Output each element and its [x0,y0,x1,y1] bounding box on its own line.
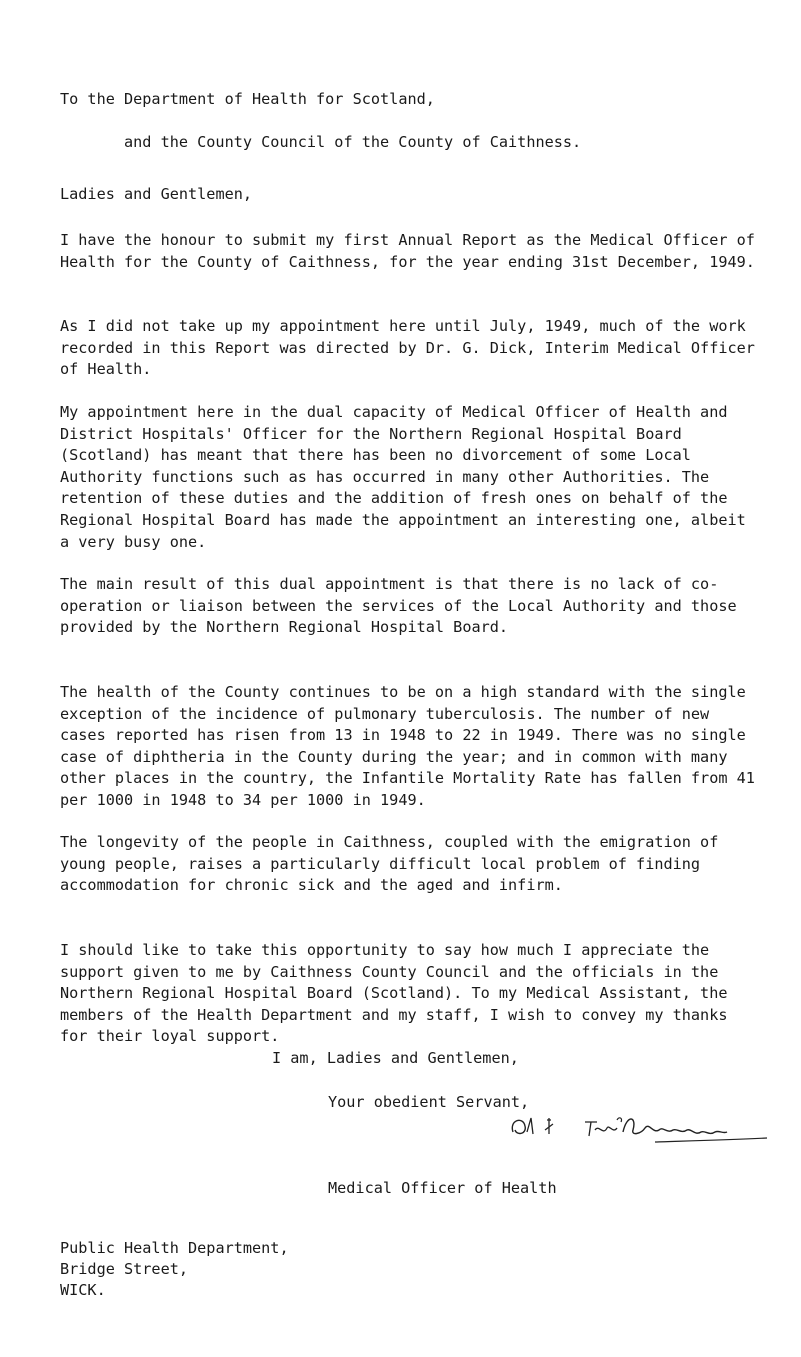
closing-line-1: I am, Ladies and Gentlemen, [272,1049,519,1067]
address-line-1: Public Health Department, [60,1239,289,1257]
paragraph-3: My appointment here in the dual capacity of Medical Officer of Health and District Hospitals' Officer for the Northern Regional Hospital Board (Scotland) has meant that there has been no divorcement of some Local Authority functions such as has occurred in many other Authorities. The retention of these duties and the addition of fresh ones on behalf of the Regional Hospital Board has made the appointment an interesting one, albeit a very busy one. [60,403,746,551]
closing-line-2: Your obedient Servant, [328,1093,530,1111]
paragraph-6: The longevity of the people in Caithness, coupled with the emigration of young people, raises a particularly difficult local problem of finding accommodation for chronic sick and the aged and infirm. [60,833,719,895]
signature-title: Medical Officer of Health [328,1179,557,1197]
paragraph-5: The health of the County continues to be on a high standard with the single exception of the incidence of pulmonary tuberculosis. The number of new cases reported has risen from 13 in 1948 to 22 in 1949. There was no single case of diphtheria in the County during the year; and in common with many other places in the country, the Infantile Mortality Rate has fallen from 41 per 1000 in 1948 to 34 per 1000 in 1949. [60,683,755,809]
address-line-3: WICK. [60,1281,106,1299]
addressee-line-2: and the County Council of the County of Caithness. [124,133,582,151]
paragraph-4: The main result of this dual appointment is that there is no lack of co-operation or liaison between the services of the Local Authority and those provided by the Northern Regional Hospital Board. [60,575,737,637]
paragraph-1: I have the honour to submit my first Annual Report as the Medical Officer of Health for the County of Caithness, for the year ending 31st December, 1949. [60,231,755,271]
paragraph-2: As I did not take up my appointment here until July, 1949, much of the work recorded in this Report was directed by Dr. G. Dick, Interim Medical Officer of Health. [60,317,755,379]
address-line-2: Bridge Street, [60,1260,189,1278]
addressee-line-1: To the Department of Health for Scotland, [60,90,435,108]
salutation: Ladies and Gentlemen, [60,185,253,203]
handwritten-signature [505,1110,775,1146]
paragraph-7: I should like to take this opportunity to say how much I appreciate the support given to me by Caithness County Council and the officials in the Northern Regional Hospital Board (Scotland). To my Medical Assistant, the members of the Health Department and my staff, I wish to convey my thanks for their loyal support. [60,941,728,1046]
